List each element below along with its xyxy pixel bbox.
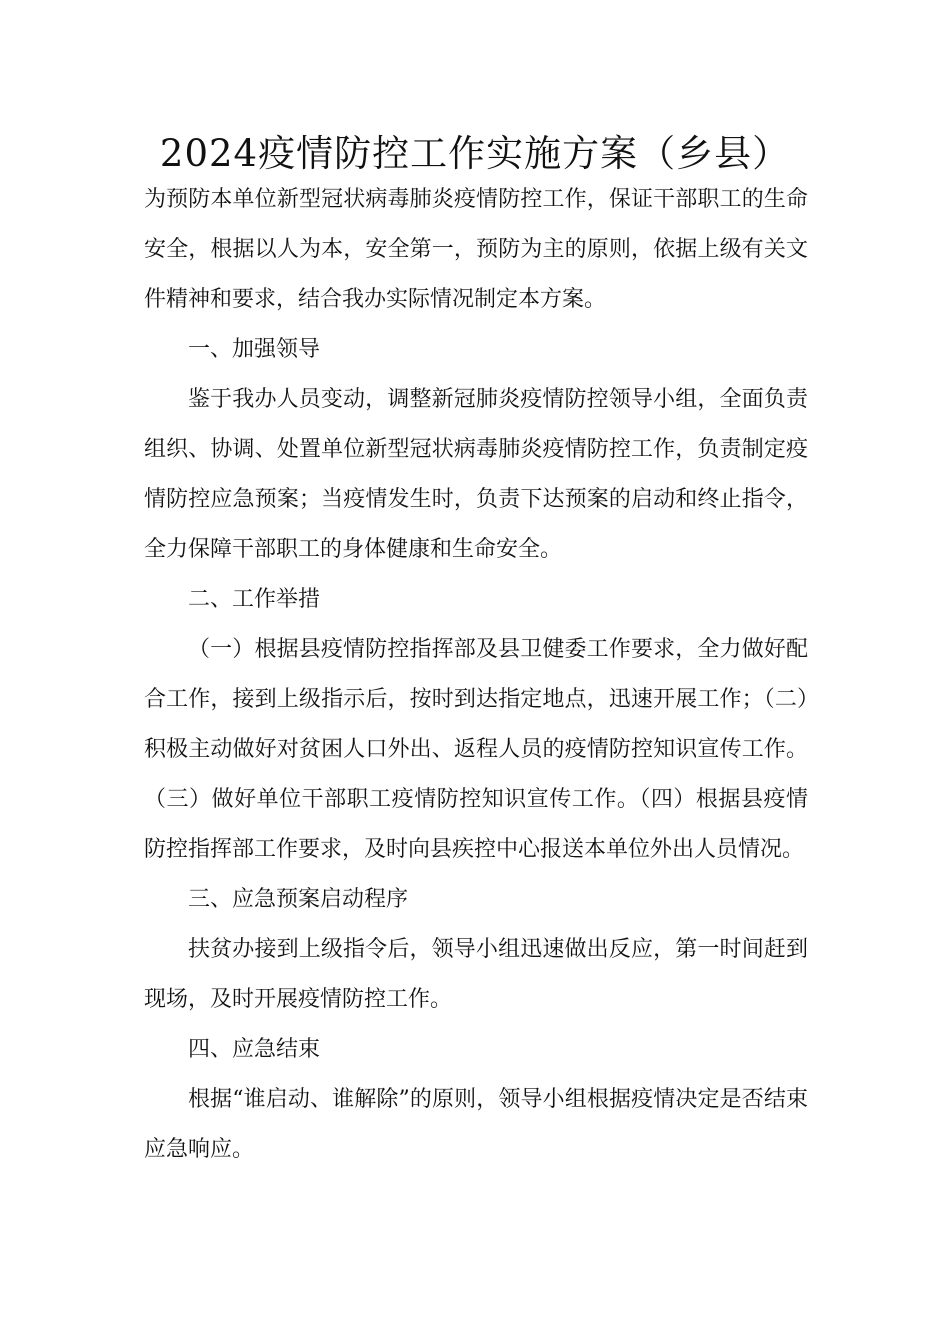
section-heading-3: 三、应急预案启动程序: [188, 887, 409, 912]
document-body: [144, 175, 808, 1175]
section-2-paragraph: （一）根据县疫情防控指挥部及县卫健委工作要求，全力做好配合工作，接到上级指示后，按时到达指定地点，迅速开展工作；（二）积极主动做好对贫困人口外出、返程人员的疫情防控知识宣传工作。（三）做好单位干部职工疫情防控知识宣传工作。（四）根据县疫情防控指挥部工作要求，及时向县疾控中心报送本单位外出人员情况。: [144, 637, 808, 862]
section-4-paragraph: 根据“谁启动、谁解除”的原则，领导小组根据疫情决定是否结束应急响应。: [144, 1087, 808, 1162]
document-title: 2024疫情防控工作实施方案（乡县）: [159, 132, 791, 175]
section-1-paragraph: 鉴于我办人员变动，调整新冠肺炎疫情防控领导小组，全面负责组织、协调、处置单位新型冠状病毒肺炎疫情防控工作，负责制定疫情防控应急预案；当疫情发生时，负责下达预案的启动和终止指令，全力保障干部职工的身体健康和生命安全。: [144, 387, 808, 562]
section-heading-1: 一、加强领导: [188, 337, 321, 362]
intro-paragraph: 为预防本单位新型冠状病毒肺炎疫情防控工作，保证干部职工的生命安全，根据以人为本，安全第一，预防为主的原则，依据上级有关文件精神和要求，结合我办实际情况制定本方案。: [144, 187, 808, 312]
section-heading-4: 四、应急结束: [188, 1037, 321, 1062]
section-3-paragraph: 扶贫办接到上级指令后，领导小组迅速做出反应，第一时间赶到现场，及时开展疫情防控工作。: [144, 937, 808, 1012]
section-heading-2: 二、工作举措: [188, 587, 321, 612]
